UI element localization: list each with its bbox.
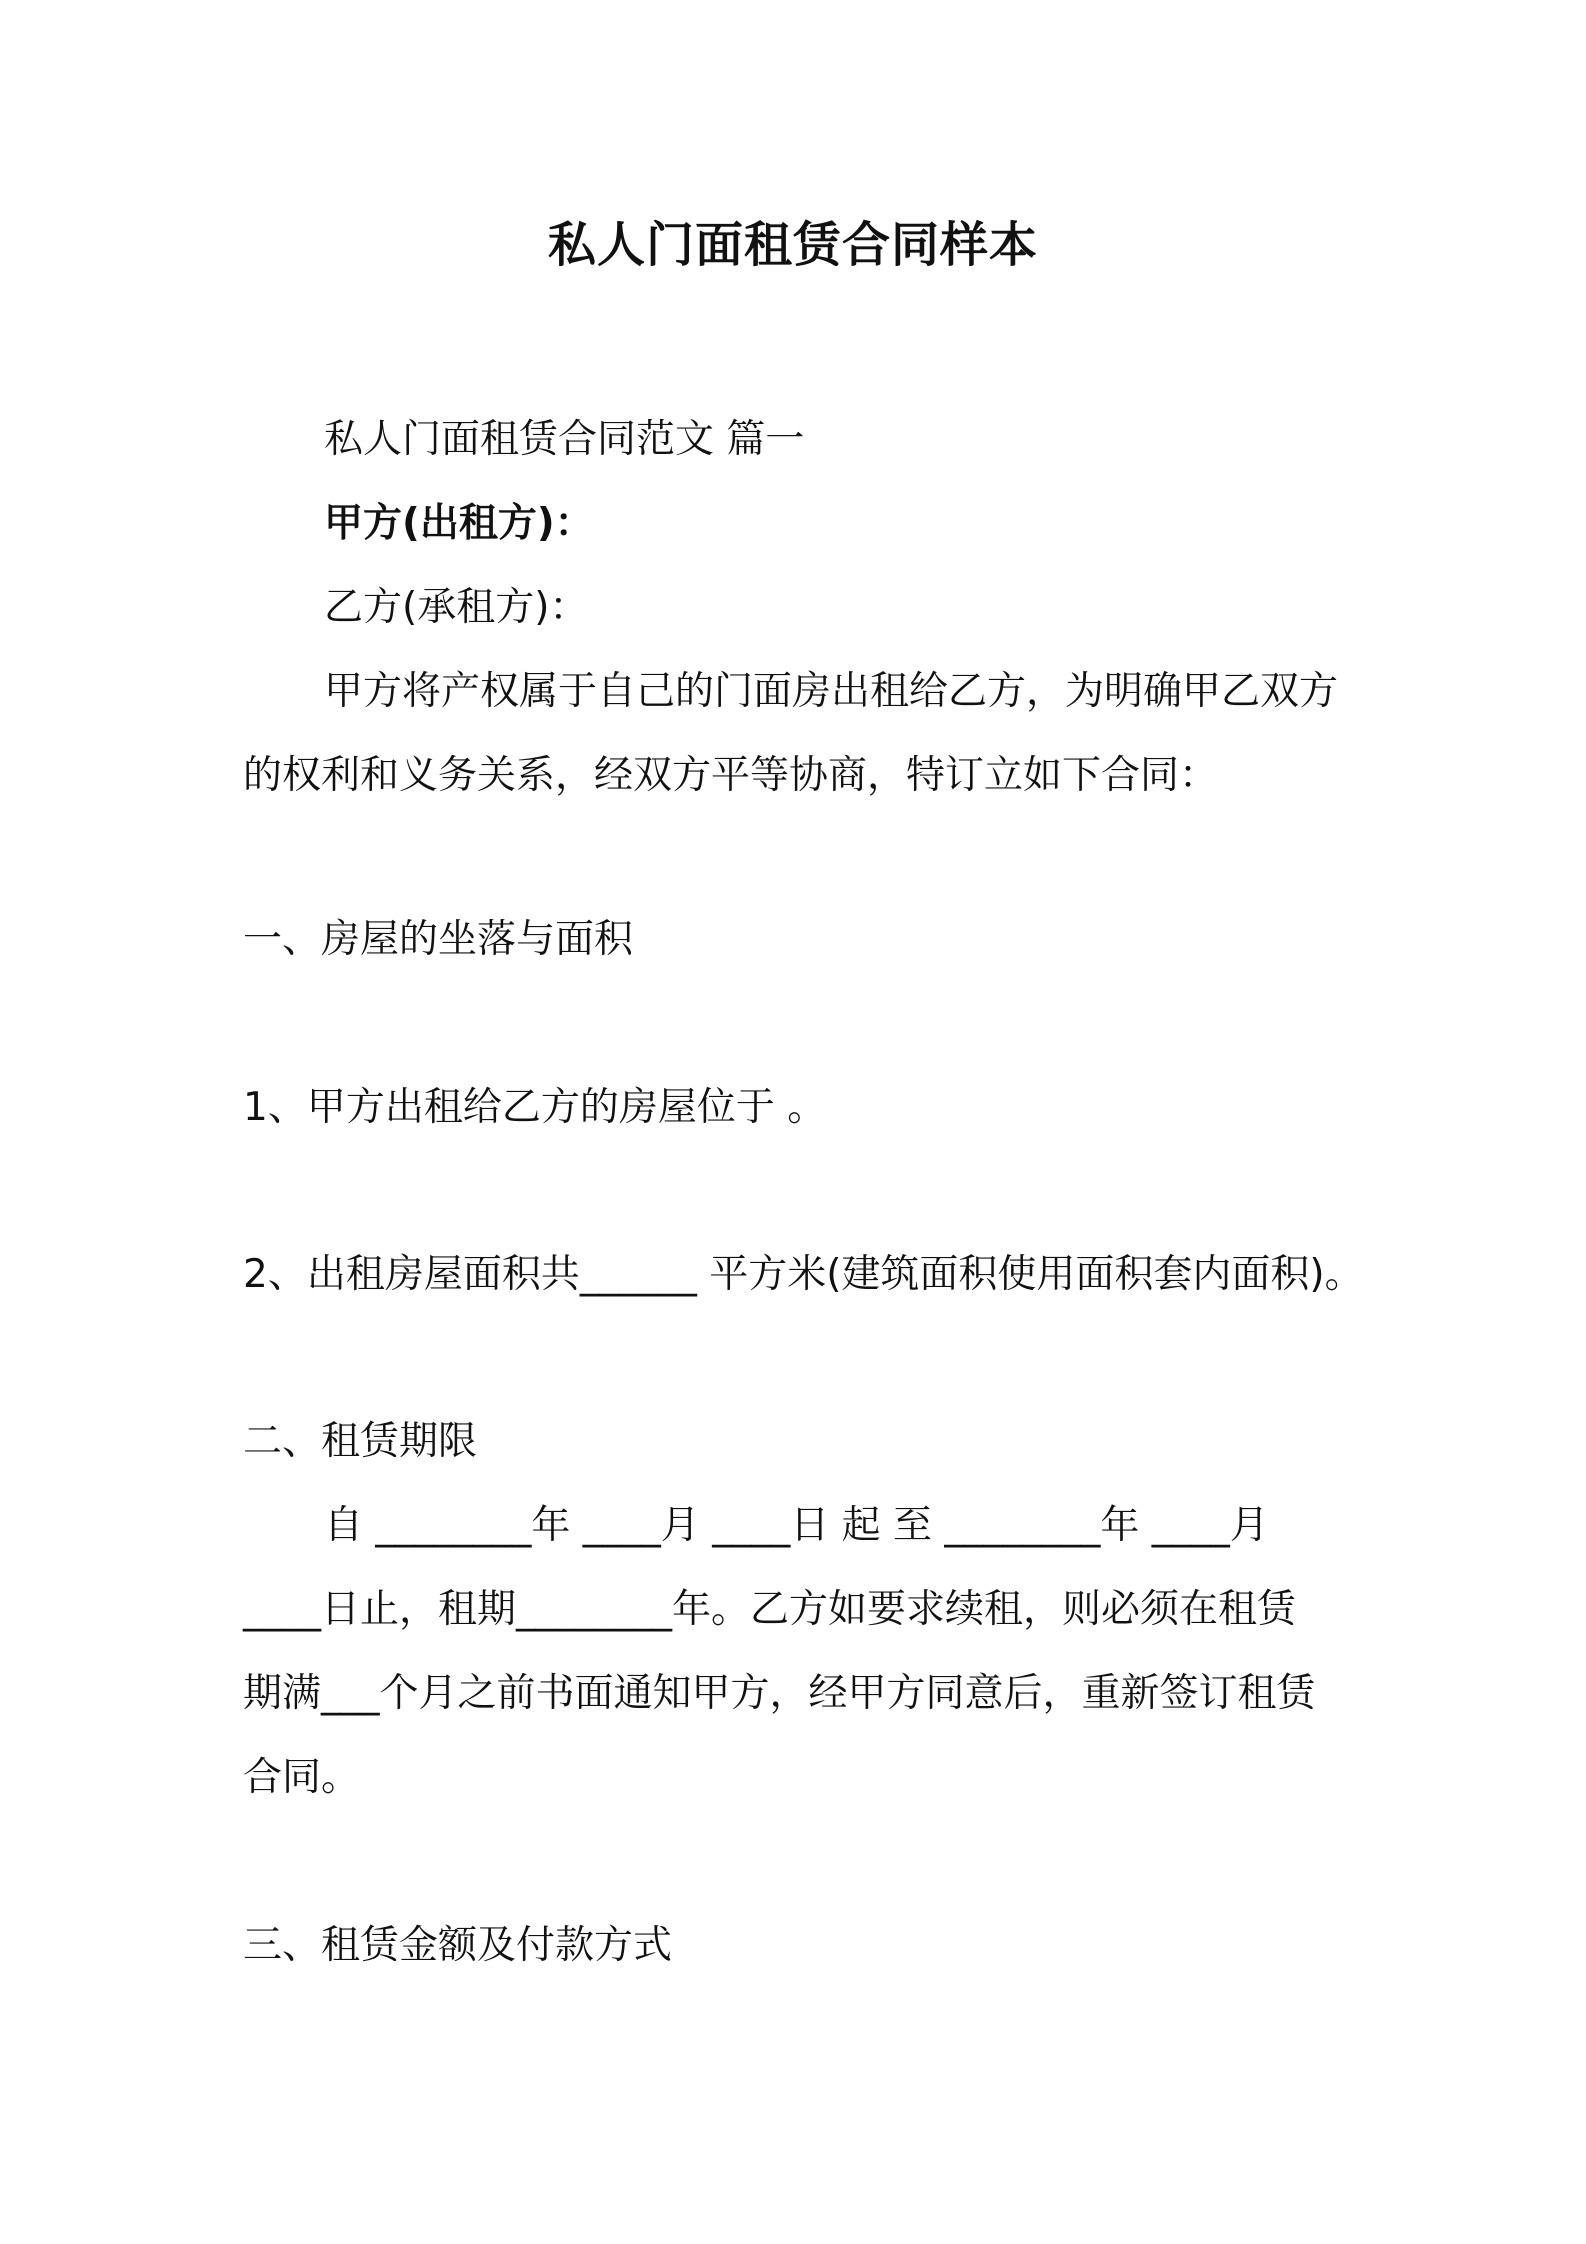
- term-paragraph-line-2: ____日止，租期________年。乙方如要求续租，则必须在租赁: [243, 1587, 1297, 1632]
- intro-paragraph-line-1: 甲方将产权属于自己的门面房出租给乙方，为明确甲乙双方: [324, 669, 1339, 714]
- party-b-line: 乙方(承租方)：: [324, 585, 589, 630]
- term-paragraph-line-1: 自 ________年 ____月 ____日 起 至 ________年 ____月: [324, 1503, 1269, 1548]
- document-title: 私人门面租赁合同样本: [547, 217, 1038, 273]
- section-3-heading: 三、租赁金额及付款方式: [243, 1923, 673, 1968]
- term-paragraph-line-4: 合同。: [243, 1755, 361, 1800]
- section-heading-version: 私人门面租赁合同范文 篇一: [324, 417, 805, 462]
- term-paragraph-line-3: 期满___个月之前书面通知甲方，经甲方同意后，重新签订租赁: [243, 1671, 1316, 1716]
- clause-1-2: 2、出租房屋面积共______ 平方米(建筑面积使用面积套内面积)。: [243, 1252, 1364, 1297]
- section-2-heading: 二、租赁期限: [243, 1419, 478, 1464]
- section-1-heading: 一、房屋的坐落与面积: [243, 917, 634, 962]
- clause-1-1: 1、甲方出租给乙方的房屋位于 。: [243, 1085, 827, 1130]
- intro-paragraph-line-2: 的权利和义务关系，经双方平等协商，特订立如下合同：: [243, 753, 1219, 798]
- party-a-line: 甲方(出租方)：: [324, 501, 594, 546]
